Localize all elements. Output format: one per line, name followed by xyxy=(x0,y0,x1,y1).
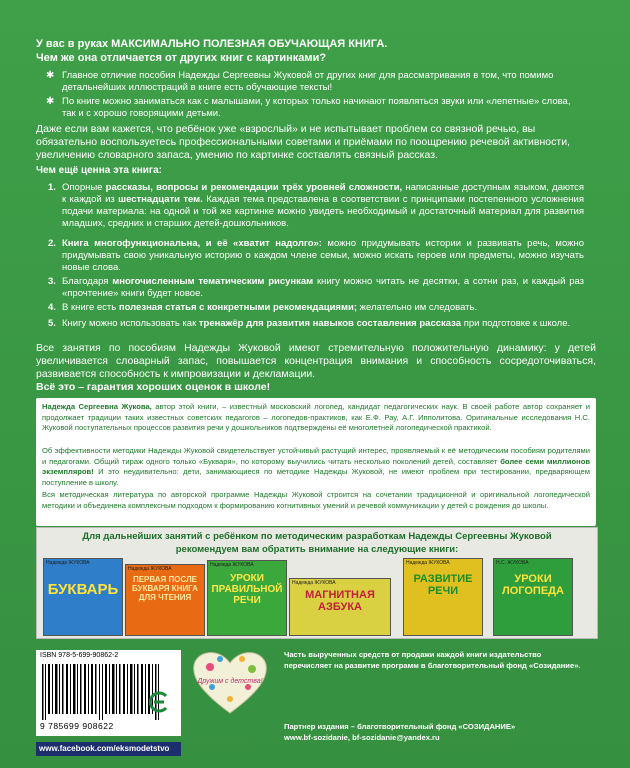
author-panel xyxy=(36,398,596,526)
book-cover xyxy=(43,558,123,636)
author-paragraph xyxy=(42,402,590,434)
isbn-digits: 9 785699 908622 xyxy=(40,721,114,731)
isbn-box xyxy=(36,650,181,736)
intro-bold: МАКСИМАЛЬНО ПОЛЕЗНАЯ ОБУЧАЮЩАЯ КНИГА. xyxy=(111,38,388,50)
intro-headline xyxy=(36,38,387,50)
promo-title-line: Для дальнейших занятий с ребёнком по методическим разработкам Надежды Сергеевны Жуковой xyxy=(82,531,552,542)
paragraph-intro: Даже если вам кажется, что ребёнок уже «взрослый» и не испытывает проблем со связной речью, вы обязательно воспользуетесь профессиональными советами и приёмами по поощрению речевой активности, увеличению словарного запаса, умению по картинке составлять связный рассказ. xyxy=(36,123,570,161)
numbered-item xyxy=(48,318,584,330)
item-text: Книгу можно использовать как xyxy=(62,318,199,329)
item-number: 4. xyxy=(48,302,56,313)
author-paragraph xyxy=(42,446,590,488)
item-number: 3. xyxy=(48,276,56,287)
numbered-item xyxy=(48,276,585,300)
item-text: желательно им следовать. xyxy=(357,302,478,313)
bullet-text: По книге можно заниматься как с малышами, у которых только начинают появляться звуки или «лепетные» слова, так и с хорошо говорящими детьми. xyxy=(62,96,571,119)
heart-text: Дружим с детства! xyxy=(197,678,263,685)
book-author: Надежда ЖУКОВА xyxy=(406,560,450,566)
book-cover xyxy=(289,578,391,636)
book-title: РАЗВИТИЕ РЕЧИ xyxy=(413,573,473,597)
item-bold: рассказы, вопросы и рекомендации трёх уровней сложности, xyxy=(105,182,403,193)
star-icon: ✱ xyxy=(46,96,55,107)
book-author: Надежда ЖУКОВА xyxy=(292,580,336,586)
why-title: Чем ещё ценна эта книга: xyxy=(36,165,162,176)
item-number: 2. xyxy=(48,238,56,249)
charity-text: Часть вырученных средств от продажи каждой книги издательство перечисляет на развитие программ в благотворительный фонд «Созидание». xyxy=(284,650,581,670)
item-text: Каждая тема представлена в соответствии с принципами постепенного усложнения подачи материала: на одной и той же картинке можно увидеть необходимый и достаточный материал для развития младших, средних и старших детей-дошкольников. xyxy=(62,194,584,229)
item-text: написанные доступным языком, даются к каждой из xyxy=(62,182,584,205)
bullet-item xyxy=(46,96,582,120)
intro-question: Чем же она отличается от других книг с картинками? xyxy=(36,52,327,64)
promo-title-line: рекомендуем вам обратить внимание на следующие книги: xyxy=(175,544,459,555)
facebook-link[interactable]: www.facebook.com/eksmodetstvo xyxy=(36,742,181,756)
eksmo-logo-icon xyxy=(149,690,171,714)
author-paragraph: Вся методическая литература по авторской программе Надежды Жуковой строится на сочетании традиционной и оригинальной логопедической методики и объединена комплексным подходом к формированию когнитивных умений и речевой коммуникации у детей с рождения до школы. xyxy=(42,490,590,510)
numbered-item xyxy=(48,302,584,314)
star-icon: ✱ xyxy=(46,70,55,81)
author-text: автор этой книги, – известный московский логопед, кандидат педагогических наук. В своей работе автор сохраняет и продолжает традиции таких известных советских педагогов – логопедов-практиков, как Е.Ф. Рау, А.Г. Ипполитова. Оригинальные исследования Н.С. Жуковой поступательных процессов развития речи у дошкольников подтверждены её многолетней логопедической практикой. xyxy=(42,402,590,432)
book-author: Надежда ЖУКОВА xyxy=(46,560,90,566)
paragraph-dynamics: Все занятия по пособиям Надежды Жуковой имеют стремительную положительную динамику: у детей увеличивается словарный запас, повышается концентрация внимания и способность сосредоточиваться, развивается способность к импровизации и декламации. xyxy=(36,342,596,380)
isbn-label: ISBN 978-5-699-90862-2 xyxy=(40,652,119,659)
partner-contacts: www.bf-sozidanie, bf-sozidanie@yandex.ru xyxy=(284,733,440,742)
author-bold: более семи миллионов экземпляров! xyxy=(42,456,590,476)
promo-title xyxy=(37,530,597,556)
item-number: 5. xyxy=(48,318,56,329)
guarantee-line: Всё это – гарантия хороших оценок в школе! xyxy=(36,381,271,393)
item-bold: тренажёр для развития навыков составления рассказа xyxy=(198,318,462,329)
book-title: УРОКИ ЛОГОПЕДА xyxy=(502,573,564,597)
book-cover xyxy=(125,564,205,636)
item-bold: Книга многофункциональна, и её «хватит надолго»: xyxy=(62,238,322,249)
item-bold: многочисленным тематическим рисункам xyxy=(112,276,314,287)
item-text: Опорные xyxy=(62,182,106,193)
book-title: УРОКИ ПРАВИЛЬНОЙ РЕЧИ xyxy=(211,573,283,606)
item-text: В книге есть xyxy=(62,302,119,313)
promo-panel xyxy=(36,527,598,639)
author-text: Об эффективности методики Надежды Жуковой свидетельствует устойчивый растущий интерес, проявляемый к её методическим пособиям родителями и педагогами. Общий тираж одного только «Букваря», по которому выучились читать несколько поколений детей, составляет xyxy=(42,446,590,466)
book-cover xyxy=(207,560,287,636)
book-author: Н.С. ЖУКОВА xyxy=(496,560,529,566)
item-bold: шестнадцати тем. xyxy=(118,194,203,205)
partner-text: Партнер издания – благотворительный фонд «СОЗИДАНИЕ» xyxy=(284,722,516,731)
item-text: можно придумывать истории и развивать речь, можно придумывать свою уникальную историю о каждом члене семьи, можно искать героев или предметы, можно изучать новые слова. xyxy=(62,238,585,273)
item-bold: полезная статья с конкретными рекомендациями; xyxy=(118,302,357,313)
bullet-text: Главное отличие пособия Надежды Сергеевны Жуковой от других книг для рассматривания в том, что помимо детальнейших иллюстраций в книге есть обучающие тексты! xyxy=(62,70,554,93)
heart-logo-icon xyxy=(190,647,270,717)
book-cover xyxy=(403,558,483,636)
book-title: БУКВАРЬ xyxy=(47,581,119,598)
bullet-item xyxy=(46,70,582,94)
book-title: ПЕРВАЯ ПОСЛЕ БУКВАРЯ КНИГА ДЛЯ ЧТЕНИЯ xyxy=(132,575,198,602)
numbered-item xyxy=(48,182,584,230)
author-text: И это неудивительно: дети, занимающиеся по методике Надежды Жуковой, не имеют проблем при тестировании, предваряющем поступление в школу. xyxy=(42,467,590,487)
book-author: Надежда ЖУКОВА xyxy=(128,566,172,572)
numbered-item xyxy=(48,238,585,274)
book-author: Надежда ЖУКОВА xyxy=(210,562,254,568)
author-name: Надежда Сергеевна Жукова, xyxy=(42,402,152,411)
item-text: книгу можно читать не десятки, а сотни раз, и каждый раз «прочтение» книги будет новое. xyxy=(62,276,585,299)
intro-text: У вас в руках xyxy=(36,38,112,50)
item-text: Благодаря xyxy=(62,276,113,287)
item-text: при подготовке к школе. xyxy=(461,318,571,329)
book-cover xyxy=(493,558,573,636)
item-number: 1. xyxy=(48,182,56,193)
book-title: МАГНИТНАЯ АЗБУКА xyxy=(305,589,375,613)
bottom-area xyxy=(36,647,596,768)
barcode-icon xyxy=(40,664,164,720)
